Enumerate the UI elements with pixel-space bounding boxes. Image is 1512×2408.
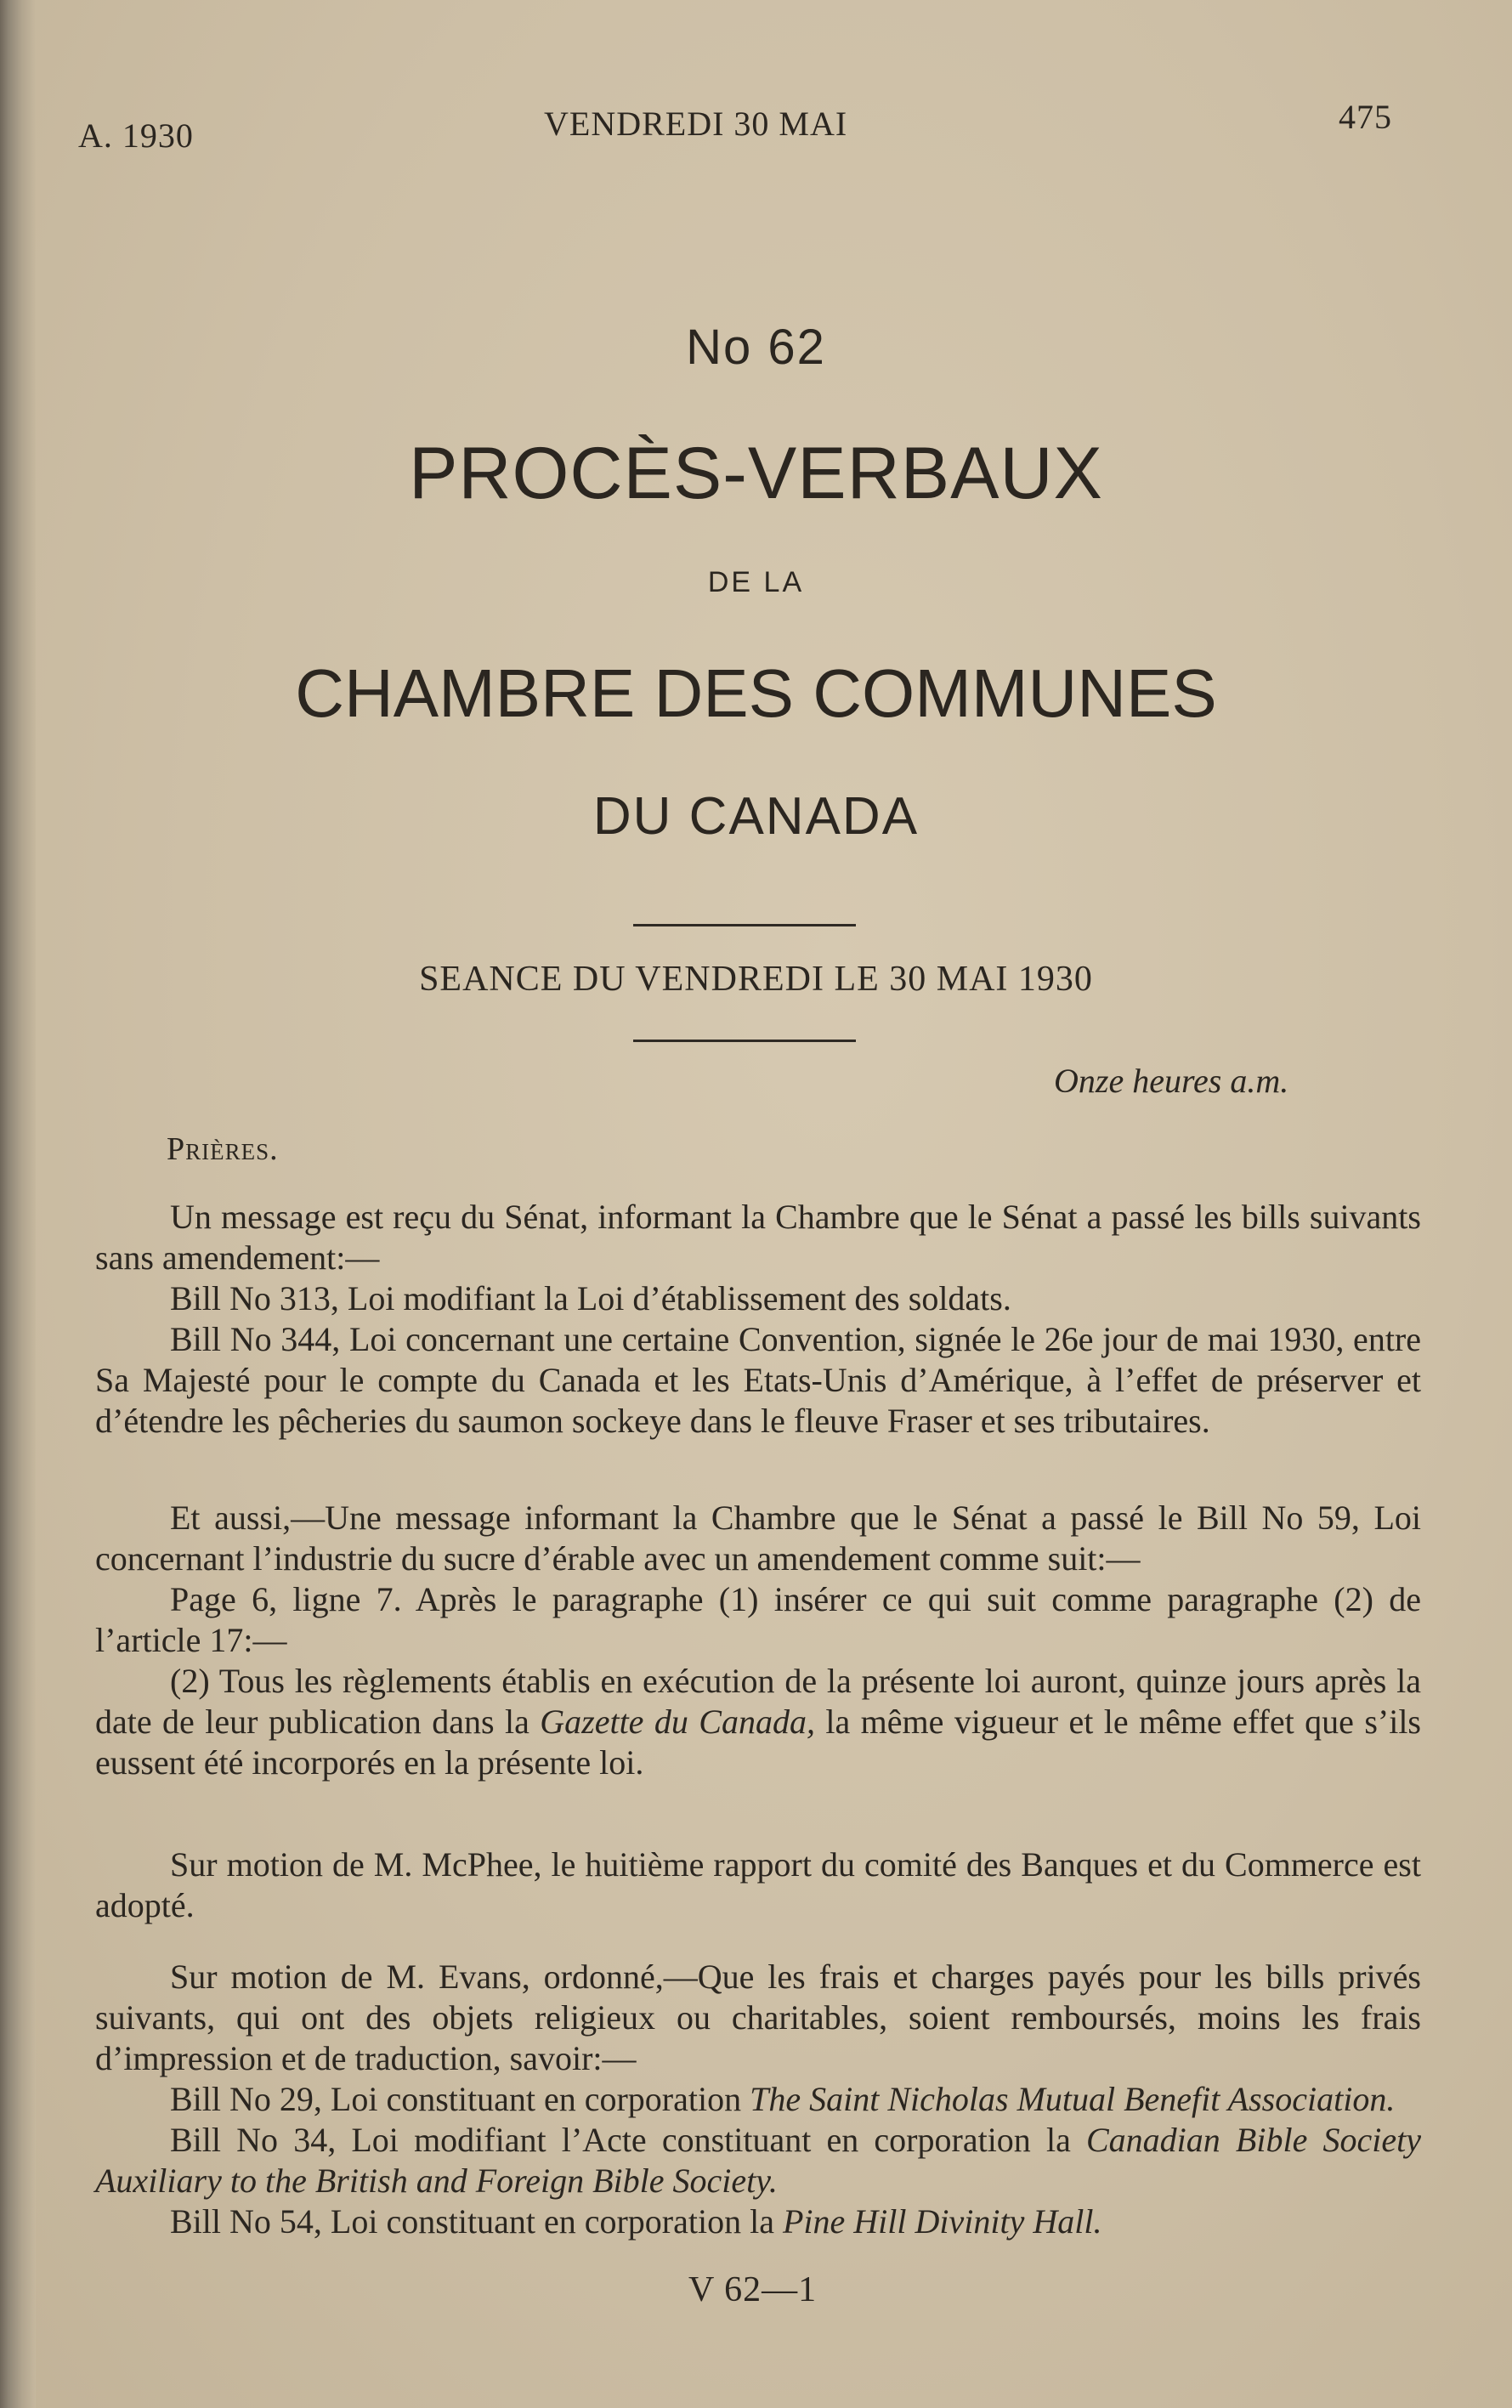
paragraph: Un message est reçu du Sénat, informant la Chambre que le Sénat a passé les bills suivants sans amendement:— (95, 1198, 1421, 1277)
clause-text (95, 1661, 1421, 1783)
bill-corporation-name: Canadian Bible Society Auxiliary to the British and Foreign Bible Society. (95, 2121, 1421, 2200)
clause-text-part: la même vigueur et le même effet que s’ils eussent été incorporés en la présente loi. (95, 1703, 1421, 1782)
bill-entry (95, 2201, 1421, 2242)
bill-entry (95, 2079, 1421, 2120)
prayers-heading: Prières. (167, 1131, 279, 1167)
senate-message-section (95, 1197, 1421, 1442)
bill-entry (95, 2120, 1421, 2201)
bill-entry: Bill No 344, Loi concernant une certaine Convention, signée le 26e jour de mai 1930, entre Sa Majesté pour le compte du Canada et les Etats-Unis d’Amérique, à l’effet de préserver et d’étendre les pêcheries du saumon sockeye dans le fleuve Fraser et ses tributaires. (95, 1320, 1421, 1440)
document-title: PROCÈS-VERBAUX (409, 433, 1103, 514)
date-label: VENDREDI 30 MAI (544, 105, 848, 143)
title-connector: DE LA (707, 566, 805, 598)
signature-mark: V 62—1 (688, 2270, 818, 2309)
committee-report-section (95, 1844, 1421, 1926)
bill-corporation-name: The Saint Nicholas Mutual Benefit Association. (750, 2080, 1396, 2118)
chamber-name: CHAMBRE DES COMMUNES (295, 655, 1217, 731)
refund-section (95, 1957, 1421, 2242)
country-name: DU CANADA (592, 787, 920, 846)
bill-text: Bill No 29, Loi constituant en corporation (170, 2080, 750, 2118)
bill-corporation-name: Pine Hill Divinity Hall. (782, 2202, 1102, 2241)
divider-bottom (633, 1040, 856, 1042)
session-heading: SEANCE DU VENDREDI LE 30 MAI 1930 (419, 960, 1093, 999)
session-time: Onze heures a.m. (1054, 1062, 1289, 1100)
gazette-title: Gazette du Canada, (540, 1703, 815, 1741)
amendment-section (95, 1498, 1421, 1783)
running-head (0, 98, 1512, 155)
bill-text: Bill No 34, Loi modifiant l’Acte constituant en corporation la (170, 2121, 1086, 2159)
bill-entry: Bill No 313, Loi modifiant la Loi d’établissement des soldats. (170, 1279, 1011, 1317)
paragraph: Et aussi,—Une message informant la Chambre que le Sénat a passé le Bill No 59, Loi concernant l’industrie du sucre d’érable avec un amendement comme suit:— (95, 1499, 1421, 1578)
divider-top (633, 924, 856, 926)
clause-text-part: (2) Tous les règlements établis en exécution de la présente loi auront, quinze jours après la date de leur publication dans la (95, 1662, 1421, 1741)
paragraph: Sur motion de M. Evans, ordonné,—Que les frais et charges payés pour les bills privés suivants, qui ont des objets religieux ou charitables, soient remboursés, moins les frais d’impression et de traduction, savoir:— (95, 1958, 1421, 2077)
page-number: 475 (1339, 98, 1392, 136)
issue-number: No 62 (686, 320, 826, 375)
paragraph: Page 6, ligne 7. Après le paragraphe (1) insérer ce qui suit comme paragraphe (2) de l’article 17:— (95, 1580, 1421, 1659)
paragraph: Sur motion de M. McPhee, le huitième rapport du comité des Banques et du Commerce est adopté. (95, 1845, 1421, 1924)
bill-text: Bill No 54, Loi constituant en corporation la (170, 2202, 783, 2241)
year-label: A. 1930 (78, 116, 194, 155)
